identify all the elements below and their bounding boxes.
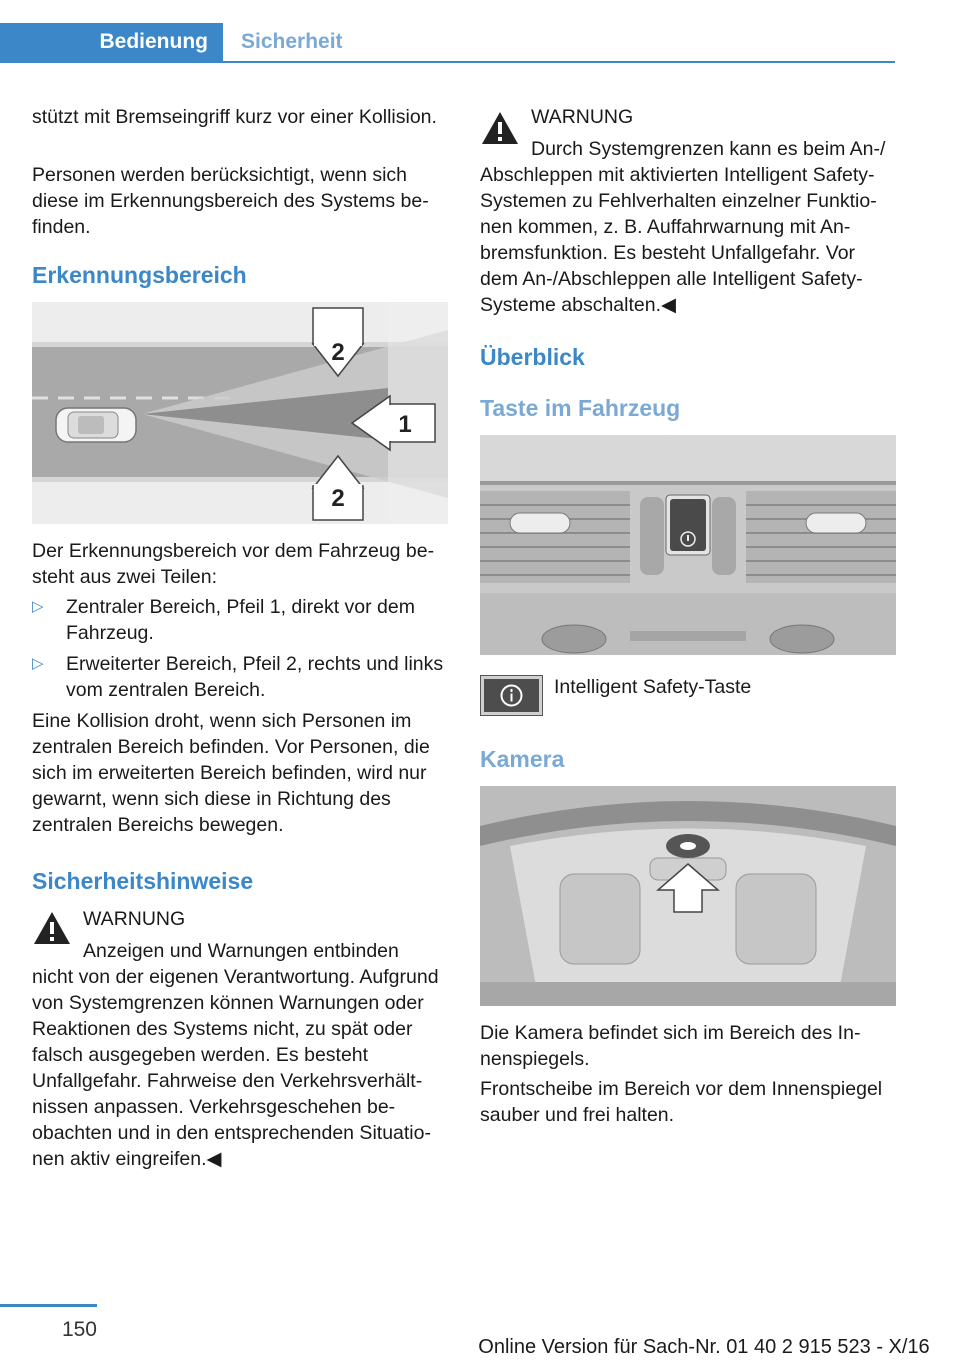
intro-paragraph-2: Personen werden berücksichtigt, wenn sich diese im Erkennungsbereich des Systems befinden. [32,164,429,238]
list-item-text: Erweiterter Bereich, Pfeil 2, rechts und links vom zentralen Bereich. [66,653,444,701]
arrow-label-center: 1 [398,411,412,438]
heading-sicherheitshinweise: Sicherheitshinweise [32,868,254,894]
warning-triangle-icon [480,110,520,146]
dashboard-illustration [480,435,896,655]
warning-title: WARNUNG [83,908,186,930]
warning-text-first-line: Anzeigen und Warnungen entbinden [83,940,399,962]
detection-area-figure [32,302,448,524]
heading-taste-im-fahrzeug: Taste im Fahrzeug [480,395,681,421]
list-item [32,594,448,646]
heading-kamera: Kamera [480,746,565,772]
triangle-bullet-icon: ▷ [32,655,44,672]
tab-sicherheit-label: Sicherheit [241,30,343,53]
collision-paragraph: Eine Kollision droht, wenn sich Personen im zentralen Bereich befinden. Vor Personen, die sich im erweiterten Bereich befinden, wird nur gewarnt, wenn sich diese in Richtung des zentralen Bereichs bewegen. [32,710,430,836]
warning-text-first-line: Durch Systemgrenzen kann es beim An-/ [531,138,886,160]
warning-title: WARNUNG [531,106,634,128]
button-caption: Intelligent Safety-Taste [554,676,752,698]
online-version-text: Online Version für Sach-Nr. 01 40 2 915 523 - X/16 [478,1336,930,1358]
list-item [32,651,448,703]
tab-bedienung-label: Bedienung [99,30,208,53]
arrow-label-top: 2 [331,339,345,366]
warning-triangle-icon [32,910,72,946]
header-divider [0,61,895,63]
footer-divider [0,1304,97,1307]
detection-area-illustration [32,302,448,524]
list-item-text: Zentraler Bereich, Pfeil 1, direkt vor dem Fahrzeug. [66,596,415,644]
intelligent-safety-button-icon [480,675,543,716]
triangle-bullet-icon: ▷ [32,598,44,615]
camera-location-photo [480,786,896,1006]
warning-text: nicht von der eigenen Verantwortung. Aufgrund von Systemgrenzen können Warnungen oder Reaktionen des Systems nicht, zu spät oder falsch ausgegeben werden. Es besteht Unfallgefahr. Fahrweise den Verkehrsverhältnissen anpassen. Verkehrsgeschehen beobachten und in den entsprechenden Situationen aktiv eingreifen.◀ [32,966,439,1170]
heading-ueberblick: Überblick [480,344,585,370]
heading-erkennungsbereich: Erkennungsbereich [32,262,247,288]
kamera-paragraph-1: Die Kamera befindet sich im Bereich des Innenspiegels. [480,1022,861,1070]
arrow-label-bottom: 2 [331,485,345,512]
intro-paragraph-1: stützt mit Bremseingriff kurz vor einer Kollision. [32,106,437,128]
detection-description: Der Erkennungsbereich vor dem Fahrzeug besteht aus zwei Teilen: [32,540,435,588]
tab-sicherheit[interactable] [223,23,895,61]
warning-text: Abschleppen mit aktivierten Intelligent Safety-Systemen zu Fehlverhalten einzelner Funktionen kommen, z. B. Auffahrwarnung mit Anbremsfunktion. Es besteht Unfallgefahr. Vor dem An-/Abschleppen alle Intelligent Safety-Systeme abschalten.◀ [480,164,877,316]
tab-bedienung[interactable] [0,23,223,61]
kamera-paragraph-2: Frontscheibe im Bereich vor dem Innenspiegel sauber und frei halten. [480,1078,883,1126]
page-header [0,0,895,64]
dashboard-button-photo [480,435,896,655]
page-number: 150 [61,1318,97,1341]
camera-illustration [480,786,896,1006]
